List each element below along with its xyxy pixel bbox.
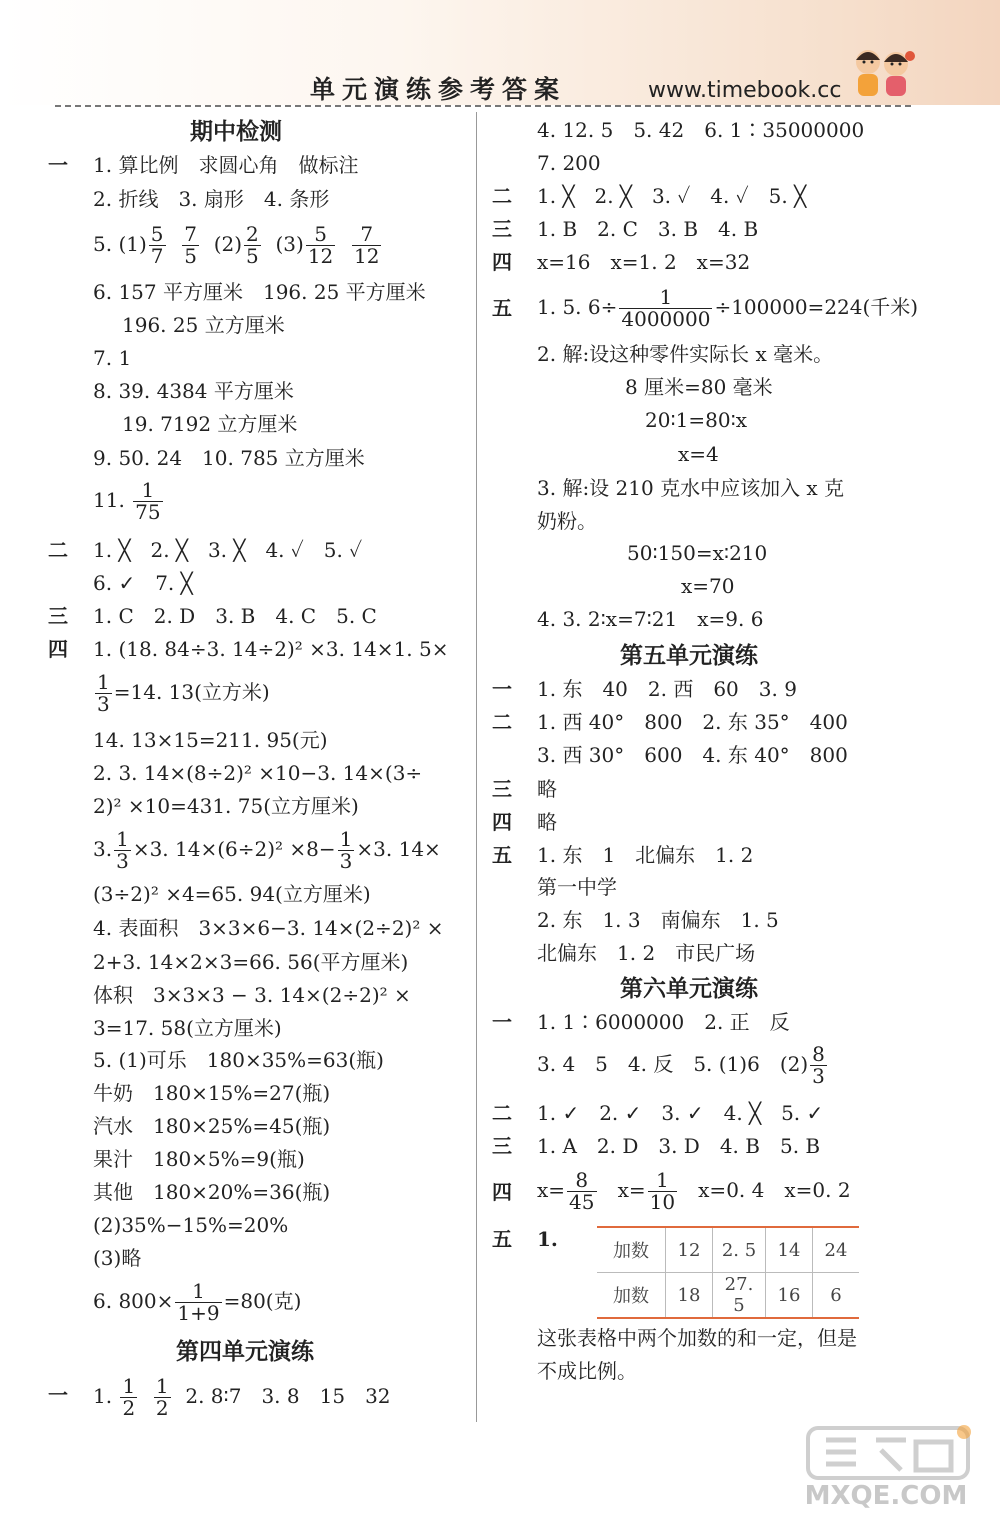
numerator: 2 bbox=[246, 222, 259, 246]
answer-line: 1. ✓ 2. ✓ 3. ✓ 4. ╳ 5. ✓ bbox=[537, 1101, 824, 1125]
answer-line: 1. C 2. D 3. B 4. C 5. C bbox=[93, 604, 377, 628]
text: 11. bbox=[93, 488, 125, 512]
answer-line: x=70 bbox=[681, 574, 735, 598]
answer-line: 2)² ×10=431. 75(立方厘米) bbox=[93, 794, 359, 818]
kids-illustration bbox=[848, 42, 918, 102]
answer-line: 5. (1)可乐 180×35%=63(瓶) bbox=[93, 1048, 384, 1072]
part-mark: 三 bbox=[48, 604, 68, 628]
answer-line: 20∶1=80∶x bbox=[645, 408, 748, 432]
answer-line: 奶粉。 bbox=[537, 509, 597, 533]
answer-line: 2+3. 14×2×3=66. 56(平方厘米) bbox=[93, 950, 409, 974]
fraction bbox=[338, 829, 355, 872]
answer-line: 1. 1∶6000000 2. 正 反 bbox=[537, 1010, 790, 1034]
numerator: 8 bbox=[812, 1042, 825, 1066]
watermark-logo bbox=[786, 1420, 986, 1510]
denominator: 5 bbox=[184, 244, 197, 268]
column-divider bbox=[476, 112, 477, 1422]
answer-line-fractions bbox=[537, 1170, 851, 1213]
answer-line-fraction bbox=[537, 287, 918, 330]
part-mark: 四 bbox=[48, 637, 68, 661]
numerator: 7 bbox=[352, 224, 381, 246]
fraction bbox=[182, 224, 199, 267]
denominator: 2 bbox=[122, 1396, 136, 1420]
fraction bbox=[175, 1281, 221, 1324]
answer-line: 1. 西 40° 800 2. 东 35° 400 bbox=[537, 710, 848, 734]
answer-line: x=4 bbox=[678, 442, 719, 466]
numerator: 1 bbox=[175, 1281, 221, 1303]
text: 1. 5. 6÷ bbox=[537, 295, 618, 319]
denominator: 4000000 bbox=[621, 307, 711, 331]
answer-line: 1. 东 40 2. 西 60 3. 9 bbox=[537, 677, 797, 701]
section-heading-midterm: 期中检测 bbox=[190, 118, 282, 145]
part-mark: 一 bbox=[492, 677, 512, 701]
answer-line: 4. 表面积 3×3×6−3. 14×(2÷2)² × bbox=[93, 916, 444, 940]
part-mark: 一 bbox=[48, 153, 68, 177]
part-mark: 二 bbox=[492, 710, 512, 734]
part-mark: 四 bbox=[492, 810, 512, 834]
answer-line: 这张表格中两个加数的和一定，但是 bbox=[537, 1326, 857, 1350]
table-cell: 18 bbox=[666, 1273, 713, 1319]
denominator: 5 bbox=[246, 244, 259, 268]
part-mark: 一 bbox=[48, 1383, 68, 1407]
denominator: 2 bbox=[155, 1396, 169, 1420]
answer-line: 其他 180×20%=36(瓶) bbox=[93, 1180, 331, 1204]
text: ×3. 14×(6÷2)² ×8− bbox=[132, 837, 336, 861]
denominator: 45 bbox=[569, 1190, 595, 1214]
denominator: 3 bbox=[97, 692, 110, 716]
answer-line: (3÷2)² ×4=65. 94(立方厘米) bbox=[93, 882, 371, 906]
answer-line: 14. 13×15=211. 95(元) bbox=[93, 728, 328, 752]
fraction bbox=[810, 1044, 827, 1087]
fraction bbox=[149, 224, 166, 267]
text: 3. bbox=[93, 837, 113, 861]
numerator: 1 bbox=[97, 670, 110, 694]
answer-line: 1. (18. 84÷3. 14÷2)² ×3. 14×1. 5× bbox=[93, 637, 449, 661]
part-mark: 一 bbox=[492, 1010, 512, 1034]
text: 3. 4 5 4. 反 5. (1)6 (2) bbox=[537, 1052, 809, 1076]
part-mark: 四 bbox=[492, 250, 512, 274]
denominator: 75 bbox=[135, 500, 161, 524]
text: ×3. 14× bbox=[356, 837, 441, 861]
answer-line-fractions bbox=[93, 1376, 391, 1419]
denominator: 1+9 bbox=[177, 1301, 220, 1325]
answer-line: (2)35%−15%=20% bbox=[93, 1213, 289, 1237]
answer-line: 略 bbox=[537, 810, 557, 834]
numerator: 5 bbox=[306, 224, 335, 246]
answer-line: x=16 x=1. 2 x=32 bbox=[537, 250, 751, 274]
answer-line: 8. 39. 4384 平方厘米 bbox=[93, 379, 294, 403]
answer-line: 1. B 2. C 3. B 4. B bbox=[537, 217, 759, 241]
answer-line: 8 厘米=80 毫米 bbox=[625, 375, 773, 399]
fraction bbox=[120, 1376, 137, 1419]
answer-line: 4. 3. 2∶x=7∶21 x=9. 6 bbox=[537, 607, 764, 631]
answer-line: 不成比例。 bbox=[537, 1359, 637, 1383]
section-heading-unit4: 第四单元演练 bbox=[176, 1338, 314, 1365]
page-title: 单元演练参考答案 bbox=[310, 75, 567, 104]
answer-line-fraction bbox=[93, 672, 270, 715]
answer-line: 9. 50. 24 10. 785 立方厘米 bbox=[93, 446, 365, 470]
denominator: 3 bbox=[116, 849, 129, 873]
text: 5. (1) bbox=[93, 232, 147, 256]
text: =80(克) bbox=[223, 1289, 302, 1313]
answer-line: (3)略 bbox=[93, 1246, 142, 1270]
fraction bbox=[648, 1170, 677, 1213]
part-mark: 四 bbox=[492, 1180, 512, 1204]
answer-line: 4. 12. 5 5. 42 6. 1∶35000000 bbox=[537, 118, 865, 142]
text: =14. 13(立方米) bbox=[113, 680, 270, 704]
fraction bbox=[133, 480, 162, 523]
answer-line: 北偏东 1. 2 市民广场 bbox=[537, 941, 756, 965]
answer-line-fraction bbox=[93, 480, 165, 523]
answer-line-fraction bbox=[93, 829, 441, 872]
answer-line: 3. 西 30° 600 4. 东 40° 800 bbox=[537, 743, 848, 767]
fraction bbox=[567, 1170, 596, 1213]
answer-line: 6. ✓ 7. ╳ bbox=[93, 571, 193, 595]
part-mark: 三 bbox=[492, 777, 512, 801]
table-cell: 27. 5 bbox=[713, 1273, 766, 1319]
fraction bbox=[306, 224, 335, 267]
section-heading-unit5: 第五单元演练 bbox=[620, 642, 758, 669]
part-mark: 二 bbox=[492, 1101, 512, 1125]
part-mark: 二 bbox=[48, 538, 68, 562]
fraction bbox=[95, 672, 112, 715]
answer-line: 1. A 2. D 3. D 4. B 5. B bbox=[537, 1134, 821, 1158]
denominator: 12 bbox=[354, 244, 380, 268]
numerator: 1 bbox=[648, 1170, 677, 1192]
answer-line: 1. 算比例 求圆心角 做标注 bbox=[93, 153, 359, 177]
answer-line: 2. 3. 14×(8÷2)² ×10−3. 14×(3÷ bbox=[93, 761, 423, 785]
fraction bbox=[114, 829, 131, 872]
denominator: 12 bbox=[307, 244, 334, 268]
answer-line: 7. 200 bbox=[537, 151, 601, 175]
part-mark: 五 bbox=[492, 296, 512, 320]
row-label: 加数 bbox=[597, 1227, 666, 1273]
numerator: 8 bbox=[567, 1170, 596, 1192]
answer-line: 1. ╳ 2. ╳ 3. ╳ 4. ✓ 5. ✓ bbox=[93, 538, 363, 562]
answer-line-fraction bbox=[93, 1281, 301, 1324]
answer-line-fractions bbox=[93, 224, 383, 267]
fraction bbox=[244, 224, 261, 267]
denominator: 10 bbox=[649, 1190, 676, 1214]
table-cell: 12 bbox=[666, 1227, 713, 1273]
answer-line: 1. bbox=[537, 1227, 558, 1251]
answer-line: 3=17. 58(立方厘米) bbox=[93, 1016, 282, 1040]
part-mark: 二 bbox=[492, 184, 512, 208]
table-cell: 6 bbox=[813, 1273, 860, 1319]
table-row bbox=[597, 1273, 859, 1319]
table-cell: 16 bbox=[766, 1273, 813, 1319]
fraction bbox=[154, 1376, 171, 1419]
answer-line: 2. 折线 3. 扇形 4. 条形 bbox=[93, 187, 330, 211]
answer-line: 2. 东 1. 3 南偏东 1. 5 bbox=[537, 908, 779, 932]
numerator: 1 bbox=[619, 287, 712, 309]
part-mark: 三 bbox=[492, 1134, 512, 1158]
header-url: www.timebook.cc bbox=[648, 78, 842, 103]
fraction bbox=[352, 224, 381, 267]
answer-line: 19. 7192 立方厘米 bbox=[122, 412, 298, 436]
answer-line-fraction bbox=[537, 1044, 829, 1087]
answer-line: 196. 25 立方厘米 bbox=[122, 313, 285, 337]
addend-table bbox=[597, 1226, 859, 1319]
answer-line: 7. 1 bbox=[93, 346, 132, 370]
text: (3) bbox=[275, 232, 304, 256]
numerator: 1 bbox=[116, 827, 129, 851]
answer-line: 3. 解:设 210 克水中应该加入 x 克 bbox=[537, 476, 845, 500]
answer-line: 体积 3×3×3 − 3. 14×(2÷2)² × bbox=[93, 983, 411, 1007]
text: x= bbox=[537, 1178, 566, 1202]
numerator: 1 bbox=[122, 1374, 136, 1398]
section-heading-unit6: 第六单元演练 bbox=[620, 975, 758, 1002]
watermark-text: MXQE.COM bbox=[804, 1481, 968, 1510]
text: 1. bbox=[93, 1384, 113, 1408]
text: 6. 800× bbox=[93, 1289, 174, 1313]
numerator: 1 bbox=[339, 827, 353, 851]
numerator: 7 bbox=[184, 222, 197, 246]
row-label: 加数 bbox=[597, 1273, 666, 1319]
text: (2) bbox=[213, 232, 243, 256]
header-divider bbox=[55, 105, 911, 107]
text: x=0. 4 x=0. 2 bbox=[698, 1178, 851, 1202]
text: x= bbox=[617, 1178, 646, 1202]
denominator: 3 bbox=[812, 1064, 825, 1088]
table-row bbox=[597, 1227, 859, 1273]
numerator: 5 bbox=[150, 222, 164, 246]
denominator: 7 bbox=[150, 244, 164, 268]
denominator: 3 bbox=[339, 849, 353, 873]
answer-line: 汽水 180×25%=45(瓶) bbox=[93, 1114, 331, 1138]
part-mark: 五 bbox=[492, 843, 512, 867]
table-cell: 24 bbox=[813, 1227, 860, 1273]
answer-line: 果汁 180×5%=9(瓶) bbox=[93, 1147, 305, 1171]
answer-line: 第一中学 bbox=[537, 875, 617, 899]
answer-line: 2. 解:设这种零件实际长 x 毫米。 bbox=[537, 342, 834, 366]
text: 2. 8∶7 3. 8 15 32 bbox=[185, 1384, 391, 1408]
part-mark: 三 bbox=[492, 217, 512, 241]
table-cell: 14 bbox=[766, 1227, 813, 1273]
part-mark: 五 bbox=[492, 1227, 512, 1251]
numerator: 1 bbox=[133, 480, 162, 502]
numerator: 1 bbox=[155, 1374, 169, 1398]
answer-line: 略 bbox=[537, 777, 557, 801]
answer-line: 1. ╳ 2. ╳ 3. ✓ 4. ✓ 5. ╳ bbox=[537, 184, 807, 208]
text: ÷100000=224(千米) bbox=[714, 295, 919, 319]
fraction bbox=[619, 287, 712, 330]
answer-line: 1. 东 1 北偏东 1. 2 bbox=[537, 843, 754, 867]
answer-line: 牛奶 180×15%=27(瓶) bbox=[93, 1081, 331, 1105]
answer-line: 50∶150=x∶210 bbox=[627, 541, 768, 565]
answer-line: 6. 157 平方厘米 196. 25 平方厘米 bbox=[93, 280, 426, 304]
table-cell: 2. 5 bbox=[713, 1227, 766, 1273]
